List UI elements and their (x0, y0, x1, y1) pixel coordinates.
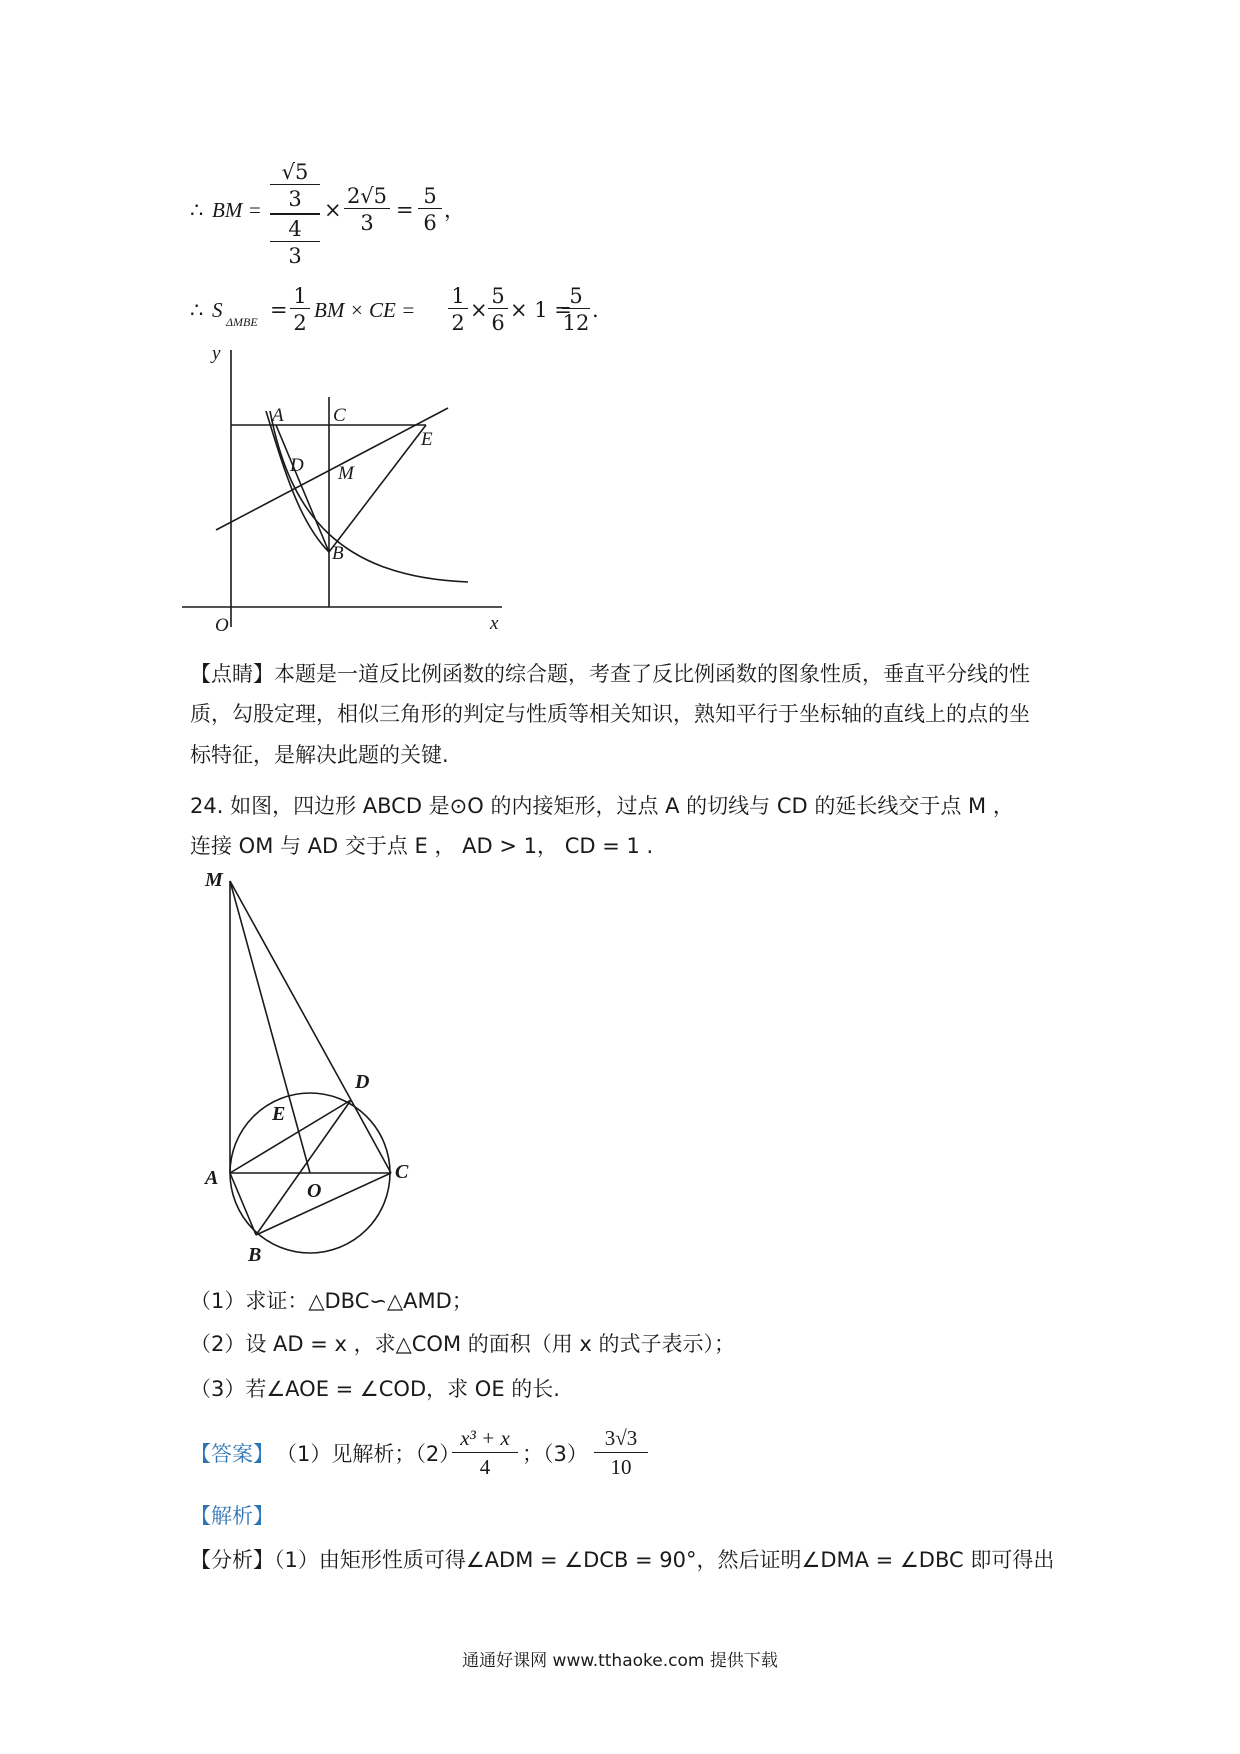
lower-denominator: 3 (270, 241, 320, 266)
lower-numerator: 4 (270, 213, 320, 241)
line-md (230, 881, 351, 1100)
answer-part-2: ；（3） (522, 1442, 588, 1466)
area-subscript: ΔMBE (226, 315, 258, 329)
fraction-numerator: 1 (293, 284, 307, 308)
label-o: O (307, 1180, 322, 1202)
fraction-denominator: 4 (452, 1452, 518, 1481)
review-text-1: 本题是一道反比例函数的综合题，考查了反比例函数的图象性质，垂直平分线的性 (274, 662, 1030, 686)
curve-hyperbola (270, 411, 468, 582)
times-sign: × (470, 298, 488, 322)
review-line-3: 标特征，是解决此题的关键. (190, 743, 449, 767)
answer-tag: 【答案】 (190, 1442, 274, 1466)
label-c: C (333, 405, 346, 426)
question-24-line-2: 连接 OM 与 AD 交于点 E ， AD > 1， CD = 1 . (190, 834, 654, 858)
label-a: A (272, 405, 284, 426)
fraction-5-6 (488, 282, 508, 335)
fraction-2root5-over-3 (344, 182, 390, 235)
label-a: A (205, 1167, 219, 1189)
circle-rectangle-figure (195, 870, 435, 1270)
line-eb (329, 425, 426, 552)
bm-lhs: BM = (212, 198, 262, 222)
subquestion-3: （3）若∠AOE = ∠COD，求 OE 的长. (190, 1377, 560, 1401)
line-bd (256, 1100, 351, 1235)
fraction-denominator: 10 (594, 1452, 648, 1481)
label-c: C (395, 1161, 409, 1183)
therefore-symbol: ∴ (190, 298, 204, 322)
fraction-numerator: 5 (491, 284, 505, 308)
subquestion-2: （2）设 AD = x ，求△COM 的面积（用 x 的式子表示）； (190, 1332, 736, 1356)
review-line-1 (190, 660, 1030, 688)
answer-fraction-3 (594, 1424, 648, 1481)
review-line-2: 质，勾股定理，相似三角形的判定与性质等相关知识，熟知平行于坐标轴的直线上的点的坐 (190, 702, 1030, 726)
page-footer: 通通好课网 www.tthaoke.com 提供下载 (462, 1651, 778, 1671)
fraction-5-12 (562, 282, 590, 335)
subquestion-1: （1）求证：△DBC∽△AMD； (190, 1289, 473, 1313)
equation-area (190, 282, 599, 342)
fraction-numerator: 5 (569, 284, 583, 308)
line-ba (230, 1173, 256, 1235)
complex-fraction (270, 158, 320, 266)
fraction-half (290, 282, 310, 335)
line-ab (276, 425, 329, 552)
fraction-numerator: 3√3 (604, 1426, 638, 1450)
fraction-numerator: 1 (451, 284, 465, 308)
fraction-denominator: 3 (344, 208, 390, 235)
fraction-5-over-6 (418, 182, 442, 235)
fraction-denominator: 2 (448, 308, 468, 335)
label-origin: O (215, 615, 229, 635)
fraction-half-2 (448, 282, 468, 335)
times-sign: × (324, 198, 342, 222)
label-d: D (355, 1071, 370, 1093)
period: . (592, 298, 599, 322)
therefore-symbol: ∴ (190, 198, 204, 222)
answer-part-1: （1）见解析；（2） (276, 1442, 461, 1466)
inner-denominator: 3 (270, 184, 320, 209)
line-ad (230, 1100, 351, 1173)
label-d: D (290, 455, 304, 476)
fraction-denominator: 6 (488, 308, 508, 335)
label-x: x (490, 613, 499, 634)
review-tag: 【点睛】 (190, 662, 274, 686)
label-e: E (421, 429, 433, 450)
fraction-denominator: 6 (418, 208, 442, 235)
answer-fraction-2 (452, 1424, 518, 1481)
label-m: M (205, 870, 223, 891)
label-y: y (212, 345, 221, 364)
analysis-tag: 【解析】 (190, 1504, 274, 1528)
line-dc (351, 1100, 391, 1173)
coordinate-figure (180, 345, 520, 635)
fraction-numerator: x³ + x (460, 1426, 510, 1450)
label-e: E (272, 1103, 286, 1125)
line-mo (230, 881, 310, 1173)
complex-fraction-numerator: √5 (281, 160, 309, 184)
fraction-numerator: 2√5 (346, 184, 388, 208)
analysis-section-tag: 【分析】 (190, 1548, 274, 1572)
times-one-equals: × 1 = (510, 298, 572, 322)
equals-sign: = (396, 198, 414, 222)
label-b: B (332, 543, 344, 564)
label-b: B (248, 1244, 262, 1266)
equals-sign: = (270, 298, 288, 322)
fraction-denominator: 2 (290, 308, 310, 335)
label-m: M (338, 463, 354, 484)
question-24-line-1: 24. 如图，四边形 ABCD 是⊙O 的内接矩形，过点 A 的切线与 CD 的延长线交于点 M ， (190, 794, 1014, 818)
comma: ， (444, 198, 465, 222)
analysis-text: （1）由矩形性质可得∠ADM = ∠DCB = 90°，然后证明∠DMA = ∠DBC 即可得出 (274, 1548, 1055, 1572)
area-symbol: S (212, 298, 223, 322)
bm-times-ce: BM × CE = (314, 298, 416, 322)
line-dm (216, 408, 448, 530)
fraction-denominator: 12 (562, 308, 590, 335)
analysis-line (190, 1546, 1054, 1574)
fraction-numerator: 5 (423, 184, 437, 208)
answer-line (190, 1422, 710, 1486)
